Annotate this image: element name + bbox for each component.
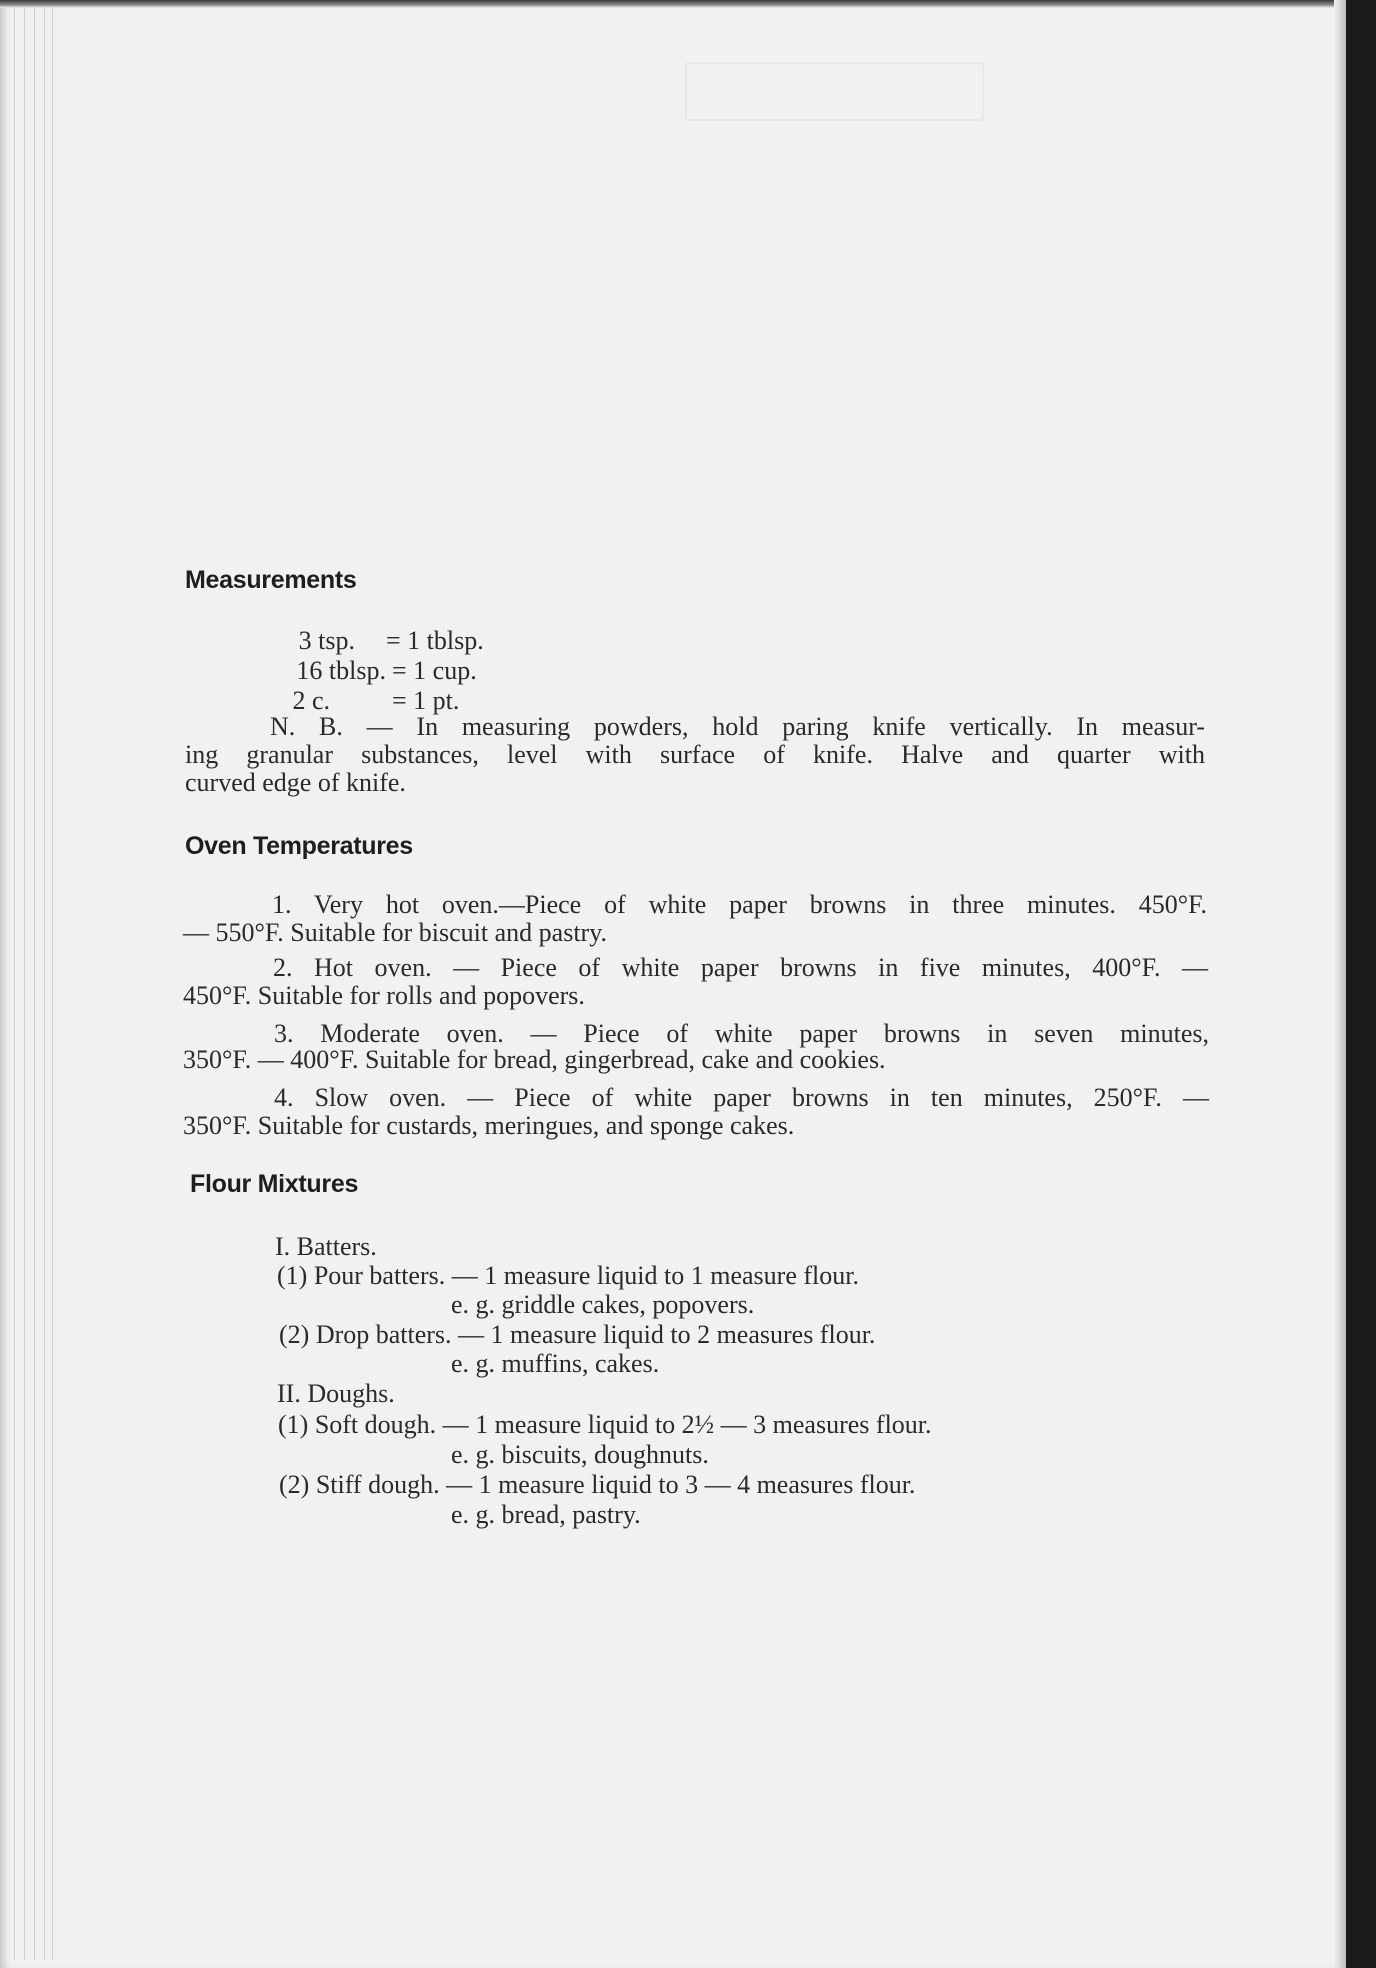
flour-line: (2) Drop batters. — 1 measure liquid to 2 measures flour. — [279, 1320, 876, 1349]
oven-line: 2. Hot oven. — Piece of white paper browns in five minutes, 400°F. — — [273, 953, 1208, 982]
flour-example: e. g. bread, pastry. — [451, 1500, 641, 1529]
section-heading-oven: Oven Temperatures — [185, 832, 413, 860]
section-heading-flour: Flour Mixtures — [190, 1170, 359, 1198]
measure-qty: 2 c. — [292, 686, 330, 715]
flour-line: II. Doughs. — [277, 1379, 395, 1408]
book-binding — [1346, 0, 1376, 1968]
oven-line: 3. Moderate oven. — Piece of white paper browns in seven minutes, — [274, 1019, 1209, 1048]
measure-qty: 3 tsp. — [298, 626, 355, 655]
oven-line: 350°F. Suitable for custards, meringues, and sponge cakes. — [183, 1111, 795, 1140]
measure-qty: 16 tblsp. — [296, 656, 386, 685]
flour-example: e. g. biscuits, doughnuts. — [451, 1440, 709, 1469]
oven-line: 350°F. — 400°F. Suitable for bread, gingerbread, cake and cookies. — [183, 1045, 886, 1074]
measure-equivalent: = 1 pt. — [392, 686, 460, 715]
flour-line: (1) Soft dough. — 1 measure liquid to 2½ — 3 measures flour. — [278, 1410, 932, 1439]
flour-line: (1) Pour batters. — 1 measure liquid to 1 measure flour. — [277, 1261, 859, 1290]
measure-equivalent: = 1 tblsp. — [386, 626, 484, 655]
flour-example: e. g. griddle cakes, popovers. — [451, 1290, 755, 1319]
oven-line: 450°F. Suitable for rolls and popovers. — [183, 981, 585, 1010]
note-line: curved edge of knife. — [185, 768, 406, 797]
flour-line: I. Batters. — [275, 1232, 377, 1261]
section-heading-measurements: Measurements — [185, 566, 357, 594]
note-line: N. B. — In measuring powders, hold paring knife vertically. In measur- — [270, 712, 1205, 741]
oven-line: 4. Slow oven. — Piece of white paper browns in ten minutes, 250°F. — — [274, 1083, 1209, 1112]
flour-example: e. g. muffins, cakes. — [451, 1349, 660, 1378]
oven-line: 1. Very hot oven.—Piece of white paper browns in three minutes. 450°F. — [272, 890, 1207, 919]
measure-equivalent: = 1 cup. — [392, 656, 477, 685]
note-line: ing granular substances, level with surface of knife. Halve and quarter with — [185, 740, 1205, 769]
oven-line: — 550°F. Suitable for biscuit and pastry. — [183, 918, 608, 947]
flour-line: (2) Stiff dough. — 1 measure liquid to 3 — 4 measures flour. — [279, 1470, 916, 1499]
